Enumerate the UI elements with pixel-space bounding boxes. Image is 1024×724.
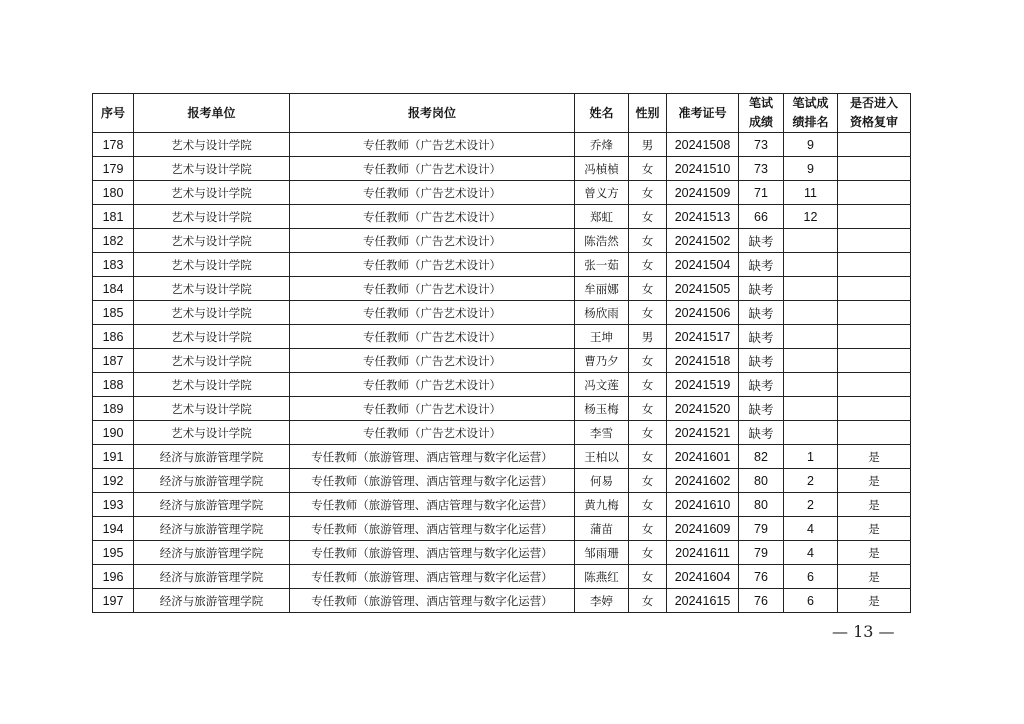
header-score [739,94,784,133]
cell-rank: 4 [784,541,838,565]
cell-ticket: 20241519 [667,373,739,397]
table-row [93,157,911,181]
cell-score: 71 [739,181,784,205]
cell-position: 专任教师（广告艺术设计） [290,373,575,397]
cell-position: 专任教师（广告艺术设计） [290,325,575,349]
cell-review [838,373,911,397]
cell-index: 181 [93,205,134,229]
cell-gender: 女 [629,493,667,517]
header-review [838,94,911,133]
cell-ticket: 20241517 [667,325,739,349]
cell-gender: 女 [629,469,667,493]
header-gender: 性别 [629,94,667,133]
cell-rank [784,253,838,277]
cell-gender: 女 [629,589,667,613]
cell-score: 缺考 [739,253,784,277]
cell-ticket: 20241601 [667,445,739,469]
cell-gender: 女 [629,565,667,589]
cell-score: 82 [739,445,784,469]
cell-review: 是 [838,589,911,613]
cell-ticket: 20241504 [667,253,739,277]
cell-review: 是 [838,469,911,493]
cell-position: 专任教师（广告艺术设计） [290,253,575,277]
table-header [93,94,911,133]
cell-name: 郑虹 [575,205,629,229]
cell-gender: 女 [629,421,667,445]
cell-rank: 6 [784,565,838,589]
cell-unit: 经济与旅游管理学院 [134,469,290,493]
cell-ticket: 20241518 [667,349,739,373]
table-row [93,229,911,253]
cell-position: 专任教师（旅游管理、酒店管理与数字化运营） [290,541,575,565]
cell-name: 王坤 [575,325,629,349]
cell-review [838,133,911,157]
cell-name: 李婷 [575,589,629,613]
table-row [93,517,911,541]
cell-score: 73 [739,133,784,157]
cell-rank [784,229,838,253]
cell-name: 冯文莲 [575,373,629,397]
table-row [93,181,911,205]
table-row [93,325,911,349]
cell-rank [784,277,838,301]
cell-index: 195 [93,541,134,565]
cell-ticket: 20241513 [667,205,739,229]
cell-unit: 艺术与设计学院 [134,421,290,445]
cell-score: 79 [739,541,784,565]
cell-gender: 女 [629,397,667,421]
cell-rank: 4 [784,517,838,541]
header-rank-line1: 笔试成 [792,96,829,110]
cell-score: 缺考 [739,277,784,301]
cell-score: 80 [739,469,784,493]
cell-review: 是 [838,445,911,469]
cell-unit: 经济与旅游管理学院 [134,517,290,541]
cell-index: 188 [93,373,134,397]
cell-ticket: 20241609 [667,517,739,541]
cell-rank: 9 [784,133,838,157]
cell-index: 184 [93,277,134,301]
cell-index: 182 [93,229,134,253]
cell-name: 冯楨楨 [575,157,629,181]
table-body [93,133,911,613]
cell-ticket: 20241611 [667,541,739,565]
cell-rank: 9 [784,157,838,181]
cell-rank: 6 [784,589,838,613]
cell-position: 专任教师（旅游管理、酒店管理与数字化运营） [290,517,575,541]
cell-position: 专任教师（广告艺术设计） [290,301,575,325]
cell-unit: 经济与旅游管理学院 [134,445,290,469]
cell-unit: 艺术与设计学院 [134,181,290,205]
cell-review [838,157,911,181]
cell-unit: 艺术与设计学院 [134,229,290,253]
cell-score: 73 [739,157,784,181]
cell-index: 185 [93,301,134,325]
header-row [93,94,911,133]
cell-review [838,181,911,205]
cell-review [838,253,911,277]
cell-name: 何易 [575,469,629,493]
cell-gender: 女 [629,301,667,325]
table-row [93,277,911,301]
cell-rank [784,301,838,325]
cell-unit: 艺术与设计学院 [134,157,290,181]
cell-gender: 女 [629,253,667,277]
table-row [93,565,911,589]
cell-position: 专任教师（广告艺术设计） [290,229,575,253]
header-score-line2: 成绩 [748,115,773,129]
cell-unit: 经济与旅游管理学院 [134,565,290,589]
cell-ticket: 20241521 [667,421,739,445]
cell-gender: 男 [629,133,667,157]
table-row [93,589,911,613]
cell-unit: 艺术与设计学院 [134,277,290,301]
cell-score: 76 [739,565,784,589]
exam-results-table [92,93,911,613]
results-table-container [92,93,911,613]
header-rank-line2: 绩排名 [792,115,829,129]
cell-gender: 女 [629,541,667,565]
cell-index: 189 [93,397,134,421]
cell-unit: 艺术与设计学院 [134,253,290,277]
table-row [93,445,911,469]
cell-unit: 艺术与设计学院 [134,205,290,229]
header-review-line1: 是否进入 [849,96,898,110]
cell-ticket: 20241510 [667,157,739,181]
cell-ticket: 20241610 [667,493,739,517]
cell-index: 190 [93,421,134,445]
cell-index: 178 [93,133,134,157]
cell-unit: 艺术与设计学院 [134,397,290,421]
cell-gender: 女 [629,229,667,253]
cell-index: 191 [93,445,134,469]
cell-ticket: 20241506 [667,301,739,325]
cell-review [838,349,911,373]
cell-unit: 经济与旅游管理学院 [134,541,290,565]
cell-review [838,301,911,325]
cell-ticket: 20241505 [667,277,739,301]
header-ticket: 准考证号 [667,94,739,133]
cell-name: 王柏以 [575,445,629,469]
cell-rank: 12 [784,205,838,229]
cell-position: 专任教师（旅游管理、酒店管理与数字化运营） [290,445,575,469]
cell-name: 蒲苗 [575,517,629,541]
cell-unit: 艺术与设计学院 [134,301,290,325]
cell-name: 乔烽 [575,133,629,157]
cell-gender: 女 [629,157,667,181]
cell-ticket: 20241509 [667,181,739,205]
cell-review [838,205,911,229]
cell-gender: 女 [629,517,667,541]
cell-unit: 艺术与设计学院 [134,133,290,157]
cell-review [838,397,911,421]
cell-index: 193 [93,493,134,517]
cell-unit: 经济与旅游管理学院 [134,493,290,517]
cell-name: 黄九梅 [575,493,629,517]
cell-index: 194 [93,517,134,541]
table-row [93,253,911,277]
header-review-line2: 资格复审 [849,115,898,129]
cell-name: 李雪 [575,421,629,445]
table-row [93,349,911,373]
table-row [93,493,911,517]
cell-review [838,277,911,301]
cell-gender: 女 [629,205,667,229]
cell-review [838,229,911,253]
cell-review: 是 [838,493,911,517]
table-row [93,541,911,565]
cell-name: 杨欣雨 [575,301,629,325]
cell-index: 196 [93,565,134,589]
cell-gender: 男 [629,325,667,349]
header-name: 姓名 [575,94,629,133]
cell-position: 专任教师（广告艺术设计） [290,205,575,229]
table-row [93,205,911,229]
table-row [93,469,911,493]
cell-name: 曾义方 [575,181,629,205]
cell-name: 曹乃夕 [575,349,629,373]
cell-rank: 11 [784,181,838,205]
cell-position: 专任教师（广告艺术设计） [290,349,575,373]
table-row [93,373,911,397]
cell-name: 牟丽娜 [575,277,629,301]
cell-rank: 2 [784,469,838,493]
cell-score: 缺考 [739,397,784,421]
cell-name: 陈浩然 [575,229,629,253]
cell-score: 缺考 [739,373,784,397]
cell-ticket: 20241520 [667,397,739,421]
cell-review [838,421,911,445]
header-score-line1: 笔试 [748,96,773,110]
cell-rank [784,373,838,397]
cell-position: 专任教师（广告艺术设计） [290,157,575,181]
cell-index: 183 [93,253,134,277]
cell-position: 专任教师（旅游管理、酒店管理与数字化运营） [290,589,575,613]
cell-ticket: 20241508 [667,133,739,157]
cell-position: 专任教师（广告艺术设计） [290,421,575,445]
cell-rank [784,325,838,349]
cell-unit: 艺术与设计学院 [134,325,290,349]
cell-score: 80 [739,493,784,517]
cell-rank [784,349,838,373]
cell-position: 专任教师（旅游管理、酒店管理与数字化运营） [290,469,575,493]
cell-gender: 女 [629,181,667,205]
cell-unit: 艺术与设计学院 [134,373,290,397]
cell-name: 杨玉梅 [575,397,629,421]
cell-review: 是 [838,565,911,589]
cell-gender: 女 [629,445,667,469]
cell-rank: 2 [784,493,838,517]
cell-gender: 女 [629,349,667,373]
cell-name: 张一茹 [575,253,629,277]
cell-position: 专任教师（广告艺术设计） [290,133,575,157]
cell-score: 66 [739,205,784,229]
cell-index: 187 [93,349,134,373]
cell-gender: 女 [629,373,667,397]
cell-name: 陈燕红 [575,565,629,589]
cell-position: 专任教师（旅游管理、酒店管理与数字化运营） [290,493,575,517]
cell-rank [784,421,838,445]
cell-rank [784,397,838,421]
cell-score: 79 [739,517,784,541]
cell-ticket: 20241502 [667,229,739,253]
cell-score: 缺考 [739,325,784,349]
table-row [93,301,911,325]
cell-position: 专任教师（旅游管理、酒店管理与数字化运营） [290,565,575,589]
cell-review: 是 [838,541,911,565]
cell-index: 180 [93,181,134,205]
table-row [93,421,911,445]
cell-ticket: 20241602 [667,469,739,493]
cell-score: 缺考 [739,301,784,325]
cell-unit: 艺术与设计学院 [134,349,290,373]
cell-score: 缺考 [739,229,784,253]
cell-ticket: 20241615 [667,589,739,613]
cell-index: 197 [93,589,134,613]
cell-unit: 经济与旅游管理学院 [134,589,290,613]
cell-gender: 女 [629,277,667,301]
table-row [93,133,911,157]
cell-ticket: 20241604 [667,565,739,589]
cell-position: 专任教师（广告艺术设计） [290,277,575,301]
header-index: 序号 [93,94,134,133]
cell-index: 192 [93,469,134,493]
page-number: — 13 — [832,622,895,641]
cell-score: 缺考 [739,421,784,445]
cell-index: 179 [93,157,134,181]
cell-name: 邹雨珊 [575,541,629,565]
cell-review [838,325,911,349]
cell-score: 76 [739,589,784,613]
cell-position: 专任教师（广告艺术设计） [290,181,575,205]
header-rank [784,94,838,133]
cell-score: 缺考 [739,349,784,373]
table-row [93,397,911,421]
header-position: 报考岗位 [290,94,575,133]
header-unit: 报考单位 [134,94,290,133]
cell-rank: 1 [784,445,838,469]
cell-review: 是 [838,517,911,541]
cell-index: 186 [93,325,134,349]
cell-position: 专任教师（广告艺术设计） [290,397,575,421]
